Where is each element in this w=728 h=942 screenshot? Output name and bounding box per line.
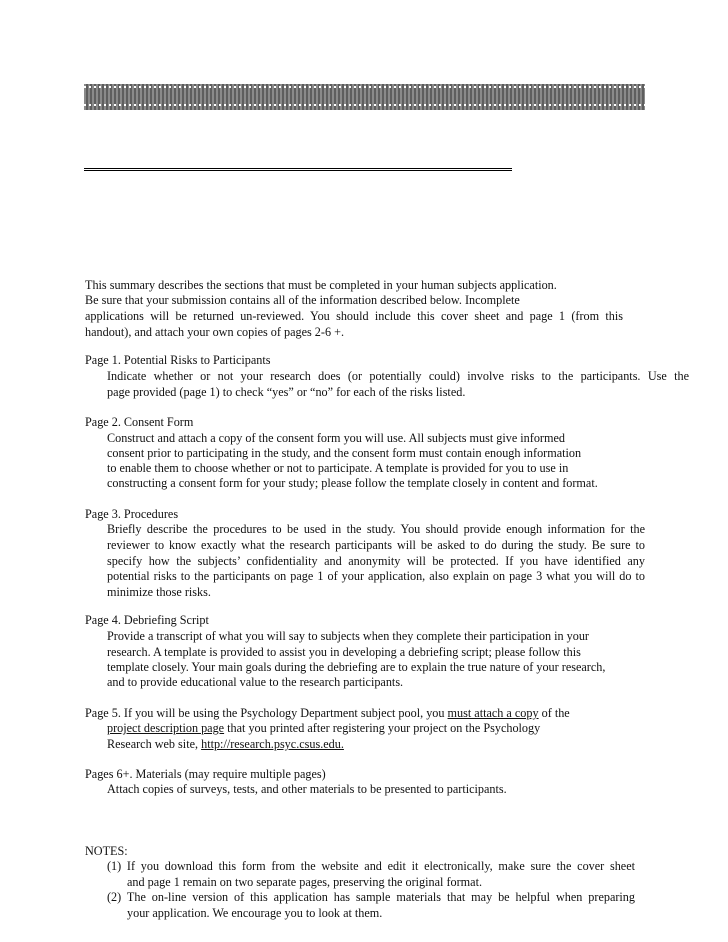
page6-heading: Pages 6+. Materials (may require multiple pages) xyxy=(85,767,326,781)
page5-line-3 xyxy=(107,737,344,752)
page4-line-2: research. A template is provided to assist you in developing a debriefing script; please follow this xyxy=(107,645,581,659)
note-2-line-1: (2) The on-line version of this application has sample materials that may be helpful when preparing xyxy=(107,890,635,904)
intro-line-1: This summary describes the sections that must be completed in your human subjects application. xyxy=(85,278,557,292)
page3-line-2: reviewer to know exactly what the research participants will be asked to do during the study. Be sure to xyxy=(107,538,645,552)
intro-line-4: handout), and attach your own copies of pages 2-6 +. xyxy=(85,325,345,339)
page5-text-1-end: of the xyxy=(538,706,570,720)
page3-line-1: Briefly describe the procedures to be used in the study. You should provide enough information for the xyxy=(107,522,645,536)
page3-line-4: potential risks to the participants on page 1 of your application, also explain on page 3 what you will do to xyxy=(107,569,645,583)
intro-line-3: applications will be returned un-reviewed. You should include this cover sheet and page 1 (from this xyxy=(85,309,623,323)
page1-line-1: Indicate whether or not your research does (or potentially could) involve risks to the participants. Use the xyxy=(107,369,689,383)
page2-line-1: Construct and attach a copy of the consent form you will use. All subjects must give informed xyxy=(107,431,565,445)
page4-line-4: and to provide educational value to the research participants. xyxy=(107,675,404,689)
intro-line-2: Be sure that your submission contains all of the information described below. Incomplete xyxy=(85,293,520,307)
page2-line-3: to enable them to choose whether or not to participate. A template is provided for you to use in xyxy=(107,461,569,475)
page2-line-4: constructing a consent form for your study; please follow the template closely in content and format. xyxy=(107,476,598,490)
page5-text-2: that you printed after registering your project on the Psychology xyxy=(224,721,541,735)
page3-heading: Page 3. Procedures xyxy=(85,507,179,521)
page5-text-3: Research web site, xyxy=(107,737,202,751)
page5-line-2 xyxy=(107,721,540,736)
page5-text-1: Page 5. If you will be using the Psychology Department subject pool, you xyxy=(85,706,448,720)
page6-line-1: Attach copies of surveys, tests, and other materials to be presented to participants. xyxy=(107,782,507,796)
page4-heading: Page 4. Debriefing Script xyxy=(85,613,209,627)
page2-heading: Page 2. Consent Form xyxy=(85,415,194,429)
page2-line-2: consent prior to participating in the study, and the consent form must contain enough information xyxy=(107,446,582,460)
note-2-line-2: your application. We encourage you to look at them. xyxy=(127,906,383,920)
page3-line-3: specify how the subjects’ confidentiality and anonymity will be protected. If you have identified any xyxy=(107,554,645,568)
header-banner xyxy=(84,84,645,110)
must-attach-copy-link[interactable]: must attach a copy xyxy=(447,706,539,720)
page3-line-5: minimize those risks. xyxy=(107,585,211,599)
notes-heading: NOTES: xyxy=(85,844,128,858)
research-website-link[interactable]: http://research.psyc.csus.edu. xyxy=(201,737,344,751)
page4-line-1: Provide a transcript of what you will say to subjects when they complete their participation in your xyxy=(107,629,589,643)
note-1-line-1: (1) If you download this form from the website and edit it electronically, make sure the cover sheet xyxy=(107,859,635,873)
page1-heading: Page 1. Potential Risks to Participants xyxy=(85,353,271,367)
page5-line-1 xyxy=(85,706,570,721)
page4-line-3: template closely. Your main goals during the debriefing are to explain the true nature of your research, xyxy=(107,660,606,674)
page1-line-2: page provided (page 1) to check “yes” or “no” for each of the risks listed. xyxy=(107,385,466,399)
note-1-line-2: and page 1 remain on two separate pages, preserving the original format. xyxy=(127,875,483,889)
project-description-page-link[interactable]: project description page xyxy=(107,721,225,735)
title-rule xyxy=(84,168,512,171)
